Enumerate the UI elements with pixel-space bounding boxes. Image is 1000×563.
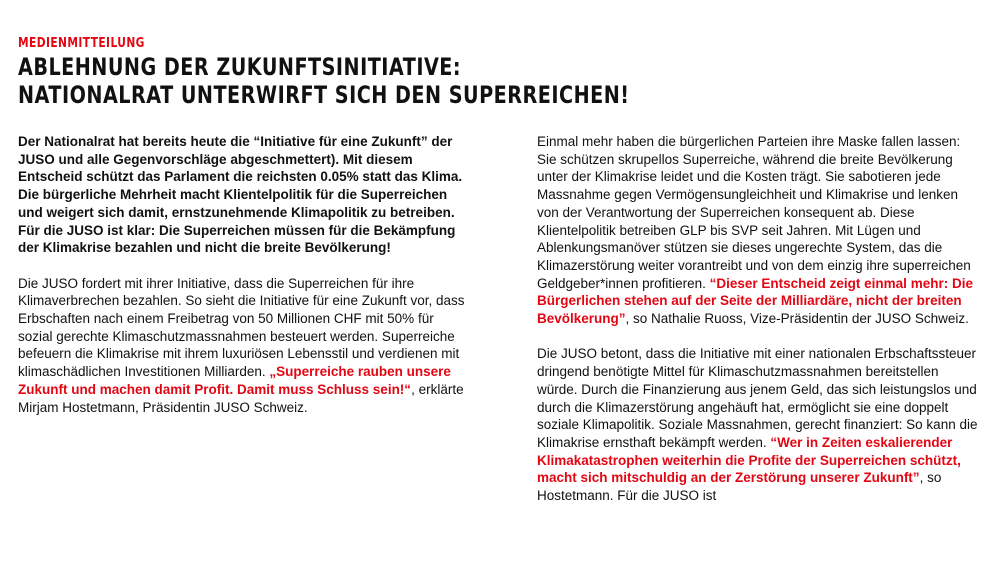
quote-ruoss: “Dieser Entscheid zeigt einmal mehr: Die Bürgerlichen stehen auf der Seite der Milliardäre, nicht der breiten Bevölkerung” — [537, 275, 973, 327]
quote-hostetmann-1: „Superreiche rauben unsere Zukunft und machen damit Profit. Damit muss Schluss sein!“ — [18, 364, 451, 397]
title-line-2: NATIONALRAT UNTERWIRFT SICH DEN SUPERREICHEN! — [18, 81, 630, 109]
title-line-1: ABLEHNUNG DER ZUKUNFTSINITIATIVE: — [18, 53, 462, 81]
lead-paragraph: Der Nationalrat hat bereits heute die “Initiative für eine Zukunft” der JUSO und alle Gegenvorschläge abgeschmettert). Mit diesem Entscheid schützt das Parlament die reichsten 0.05% statt das Klima. Die bürgerliche Mehrheit macht Klientelpolitik für die Superreichen und weigert sich damit, ernstzunehmende Klimapolitik zu betreiben. Für die JUSO ist klar: Die Superreichen müssen für die Bekämpfung der Klimakrise bezahlen und nicht die breite Bevölkerung! — [18, 134, 463, 256]
document-kicker: MEDIENMITTEILUNG — [18, 36, 145, 51]
right-paragraph-1-text: Einmal mehr haben die bürgerlichen Parteien ihre Maske fallen lassen: Sie schützen skrupellos Superreiche, während die breite Bevölkerung unter der Klimakrise leidet und die Kosten trägt. Sie sabotieren jede Massnahme gegen Vermögensungleichheit und Klimakrise und lenken von der Verantwortung der Superreichen konsequent ab. Diese Klientelpolitik betreiben GLP bis SVP seit Jahren. Mit Lügen und Ablenkungsmanöver stützen sie dieses ungerechte System, das die Klimazerstörung weiter vorantreibt und von dem einzig ihre superreichen Geldgeber*innen profitieren. — [537, 134, 971, 291]
left-column — [18, 133, 470, 434]
quote-hostetmann-2: “Wer in Zeiten eskalierender Klimakatastrophen weiterhin die Profite der Superreichen schützt, macht sich mitschuldig an der Zerstörung unserer Zukunft” — [537, 434, 961, 486]
right-column — [537, 133, 982, 522]
left-paragraph-2-attribution: , erklärte Mirjam Hostetmann, Präsidentin JUSO Schweiz. — [18, 381, 464, 415]
page-title — [18, 53, 630, 109]
right-paragraph-2-text: Die JUSO betont, dass die Initiative mit einer nationalen Erbschaftssteuer dringend benötigte Mittel für Klimaschutzmassnahmen bereitstellen würde. Durch die Finanzierung aus jenem Geld, das sich leistungslos und durch die Klimazerstörung angehäuft hat, ermöglicht sie eine doppelt soziale Klimapolitik. Soziale Massnahmen, gerecht finanziert: So kann die Klimakrise ernsthaft bekämpft werden. — [537, 346, 978, 450]
left-paragraph-2 — [18, 275, 470, 417]
right-paragraph-2 — [537, 345, 982, 504]
right-paragraph-1 — [537, 133, 982, 328]
left-paragraph-2-text: Die JUSO fordert mit ihrer Initiative, dass die Superreichen für ihre Klimaverbrechen bezahlen. So sieht die Initiative für eine Zukunft vor, dass Erbschaften nach einem Freibetrag von 50 Millionen CHF mit 50% für sozial gerechte Klimaschutzmassnahmen besteuert werden. Superreiche befeuern die Klimakrise mit ihrem luxuriösen Lebensstil und verdienen mit klimaschädlichen Investitionen Milliarden. — [18, 275, 465, 380]
right-paragraph-2-attribution: , so Hostetmann. Für die JUSO ist — [537, 470, 942, 504]
right-paragraph-1-attribution: , so Nathalie Ruoss, Vize-Präsidentin der JUSO Schweiz. — [625, 311, 969, 327]
